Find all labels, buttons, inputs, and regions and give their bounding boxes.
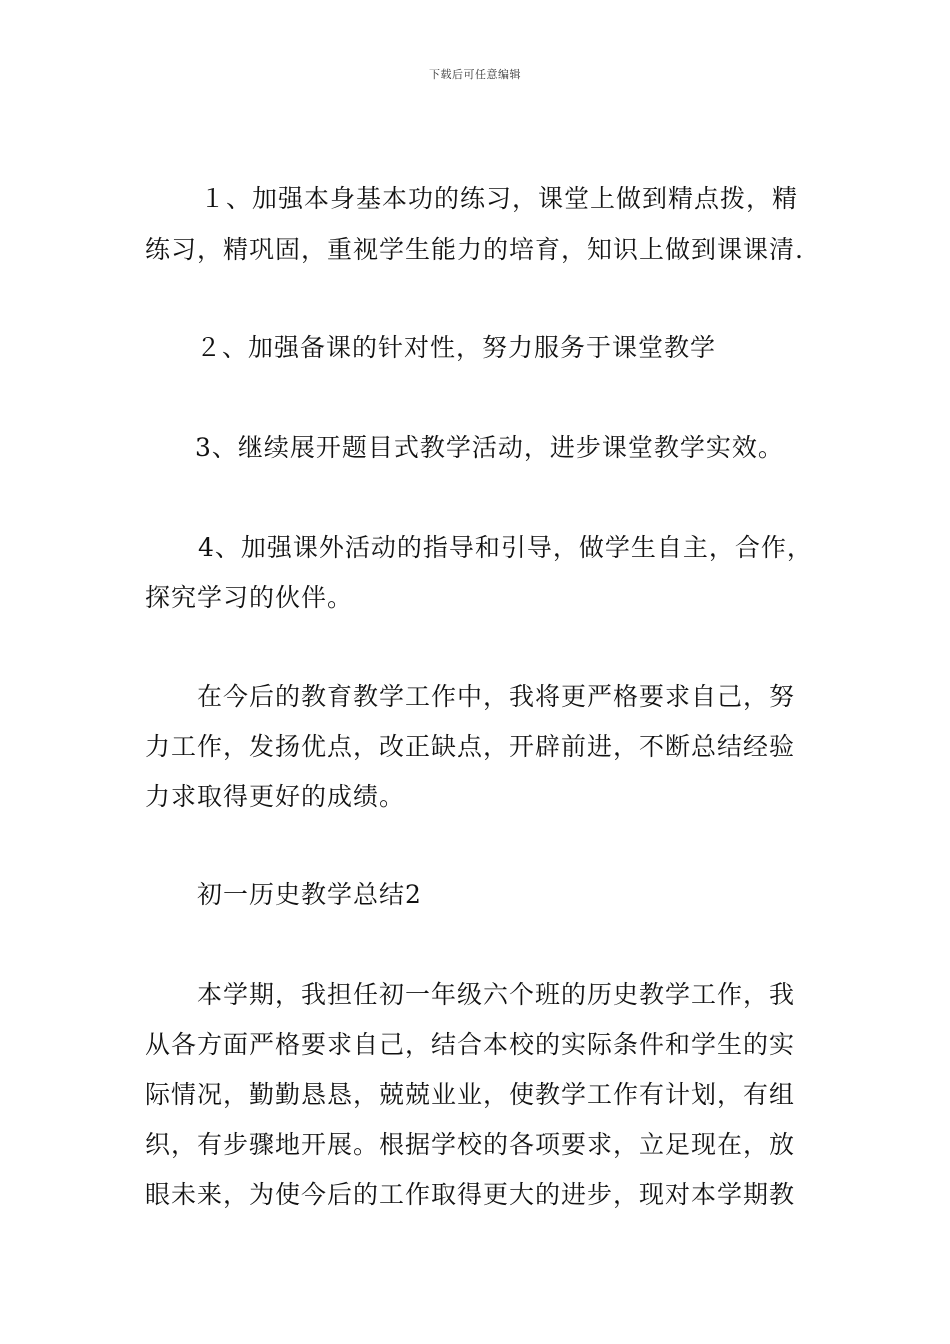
item-4-line-2: 探究学习的伙伴。 bbox=[145, 583, 354, 612]
closing-paragraph-line-2: 力工作，发扬优点，改正缺点，开辟前进，不断总结经验 bbox=[145, 732, 796, 761]
section-title: 初一历史教学总结2 bbox=[197, 880, 422, 909]
page-header-note: 下载后可任意编辑 bbox=[429, 68, 521, 81]
paragraph-line-2: 从各方面严格要求自己，结合本校的实际条件和学生的实 bbox=[145, 1030, 796, 1059]
closing-paragraph-line-3: 力求取得更好的成绩。 bbox=[145, 782, 406, 811]
paragraph-line-3: 际情况，勤勤恳恳，兢兢业业，使教学工作有计划，有组 bbox=[145, 1080, 796, 1109]
item-3: 3、继续展开题目式教学活动，进步课堂教学实效。 bbox=[195, 433, 784, 462]
item-1-line-1: １、加强本身基本功的练习，课堂上做到精点拨，精 bbox=[200, 184, 799, 213]
item-2: ２、加强备课的针对性，努力服务于课堂教学 bbox=[196, 333, 717, 362]
item-1-line-2: 练习，精巩固，重视学生能力的培育，知识上做到课课清. bbox=[145, 235, 804, 264]
paragraph-line-1: 本学期，我担任初一年级六个班的历史教学工作，我 bbox=[197, 980, 796, 1009]
paragraph-line-4: 织，有步骤地开展。根据学校的各项要求，立足现在，放 bbox=[145, 1130, 796, 1159]
paragraph-line-5: 眼未来，为使今后的工作取得更大的进步，现对本学期教 bbox=[145, 1180, 796, 1209]
closing-paragraph-line-1: 在今后的教育教学工作中，我将更严格要求自己，努 bbox=[197, 682, 796, 711]
item-4-line-1: 4、加强课外活动的指导和引导，做学生自主，合作， bbox=[198, 533, 813, 562]
